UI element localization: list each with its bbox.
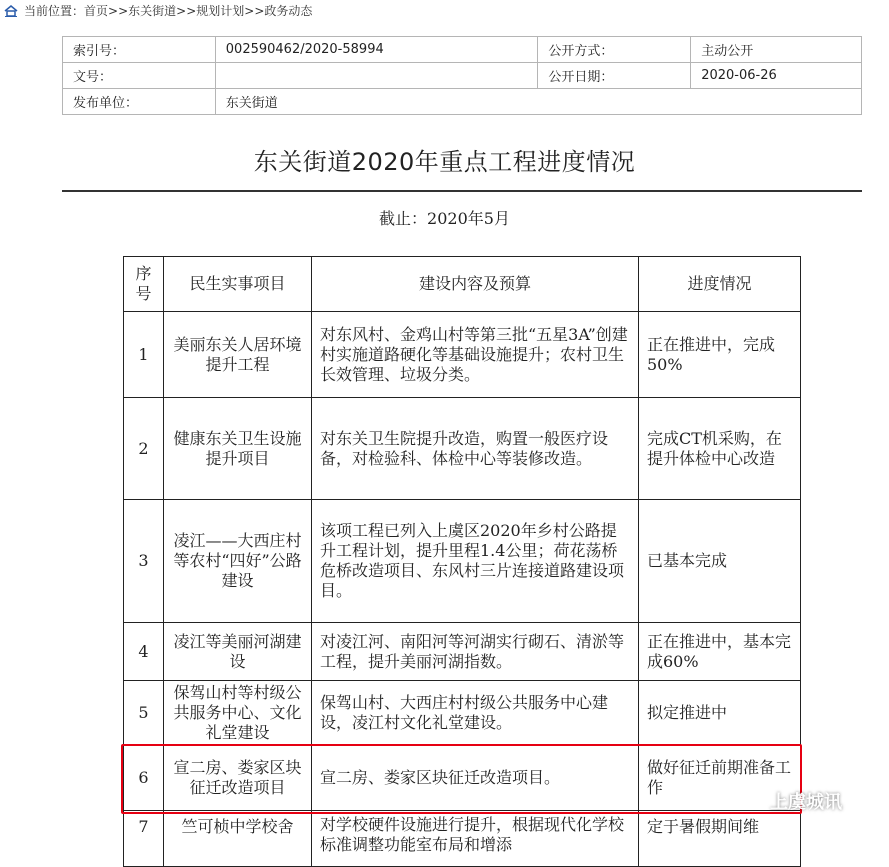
index-value: 002590462/2020-58994 (215, 37, 538, 63)
row-seq: 3 (124, 500, 164, 623)
row-seq: 7 (124, 811, 164, 867)
row-content: 对凌江河、南阳河等河湖实行砌石、清淤等工程，提升美丽河湖指数。 (312, 623, 639, 681)
row-content: 对东风村、金鸡山村等第三批“五星3A”创建村实施道路硬化等基础设施提升；农村卫生长效管理、垃圾分类。 (312, 312, 639, 398)
doc-no-label: 文号： (63, 63, 216, 89)
breadcrumb (4, 2, 312, 19)
row-content: 宣二房、娄家区块征迁改造项目。 (312, 745, 639, 811)
row-project: 保驾山村等村级公共服务中心、文化礼堂建设 (164, 681, 312, 745)
row-project: 健康东关卫生设施提升项目 (164, 398, 312, 500)
table-row (124, 811, 801, 867)
row-project: 凌江等美丽河湖建设 (164, 623, 312, 681)
row-seq: 4 (124, 623, 164, 681)
progress-table (123, 256, 801, 867)
row-seq: 5 (124, 681, 164, 745)
watermark (740, 788, 842, 814)
row-content: 对学校硬件设施进行提升，根据现代化学校标准调整功能室布局和增添 (312, 811, 639, 867)
row-project: 宣二房、娄家区块征迁改造项目 (164, 745, 312, 811)
breadcrumb-news-link[interactable]: 政务动态 (264, 4, 313, 18)
header-project: 民生实事项目 (164, 257, 312, 312)
publisher-label: 发布单位： (63, 89, 216, 115)
row-progress: 正在推进中，完成50% (639, 312, 801, 398)
disclose-date-value: 2020-06-26 (691, 63, 862, 89)
table-row (124, 500, 801, 623)
disclose-method-value: 主动公开 (691, 37, 862, 63)
article-deadline: 截止：2020年5月 (379, 209, 510, 228)
row-progress: 拟定推进中 (639, 681, 801, 745)
table-row (124, 681, 801, 745)
home-icon (4, 5, 18, 17)
breadcrumb-home-link[interactable]: 首页 (84, 4, 109, 18)
row-project: 竺可桢中学校舍 (164, 811, 312, 867)
row-progress: 定于暑假期间维 (639, 811, 801, 867)
header-seq-label: 序号 (135, 264, 152, 303)
breadcrumb-plan-link[interactable]: 规划计划 (196, 4, 245, 18)
breadcrumb-separator: >> (108, 3, 129, 18)
row-project: 凌江——大西庄村等农村“四好”公路建设 (164, 500, 312, 623)
title-divider (62, 190, 862, 192)
breadcrumb-separator: >> (176, 3, 197, 18)
article-title: 东关街道2020年重点工程进度情况 (253, 148, 636, 176)
table-row (124, 623, 801, 681)
disclose-date-label: 公开日期： (538, 63, 691, 89)
table-row (124, 745, 801, 811)
breadcrumb-district-link[interactable]: 东关街道 (128, 4, 177, 18)
watermark-text: 上虞城讯 (770, 792, 842, 813)
wechat-icon (740, 791, 764, 811)
publisher-value: 东关街道 (215, 89, 861, 115)
row-content: 保驾山村、大西庄村村级公共服务中心建设，凌江村文化礼堂建设。 (312, 681, 639, 745)
header-progress: 进度情况 (639, 257, 801, 312)
table-header-row (124, 257, 801, 312)
table-row (124, 398, 801, 500)
meta-row (63, 89, 862, 115)
row-seq: 2 (124, 398, 164, 500)
row-content: 该项工程已列入上虞区2020年乡村公路提升工程计划，提升里程1.4公里；荷花荡桥危桥改造项目、东风村三片连接道路建设项目。 (312, 500, 639, 623)
row-seq: 1 (124, 312, 164, 398)
row-progress: 完成CT机采购，在提升体检中心改造 (639, 398, 801, 500)
table-row (124, 312, 801, 398)
row-progress: 已基本完成 (639, 500, 801, 623)
row-content: 对东关卫生院提升改造，购置一般医疗设备，对检验科、体检中心等装修改造。 (312, 398, 639, 500)
disclose-method-label: 公开方式： (538, 37, 691, 63)
row-project: 美丽东关人居环境提升工程 (164, 312, 312, 398)
meta-info-table (62, 36, 862, 115)
row-progress: 做好征迁前期准备工作 (639, 745, 801, 811)
header-seq (124, 257, 164, 312)
meta-row (63, 63, 862, 89)
breadcrumb-separator: >> (244, 3, 265, 18)
doc-no-value (215, 63, 538, 89)
header-content: 建设内容及预算 (312, 257, 639, 312)
row-progress: 正在推进中，基本完成60% (639, 623, 801, 681)
index-label: 索引号： (63, 37, 216, 63)
row-seq: 6 (124, 745, 164, 811)
meta-row (63, 37, 862, 63)
breadcrumb-prefix: 当前位置： (24, 4, 85, 18)
